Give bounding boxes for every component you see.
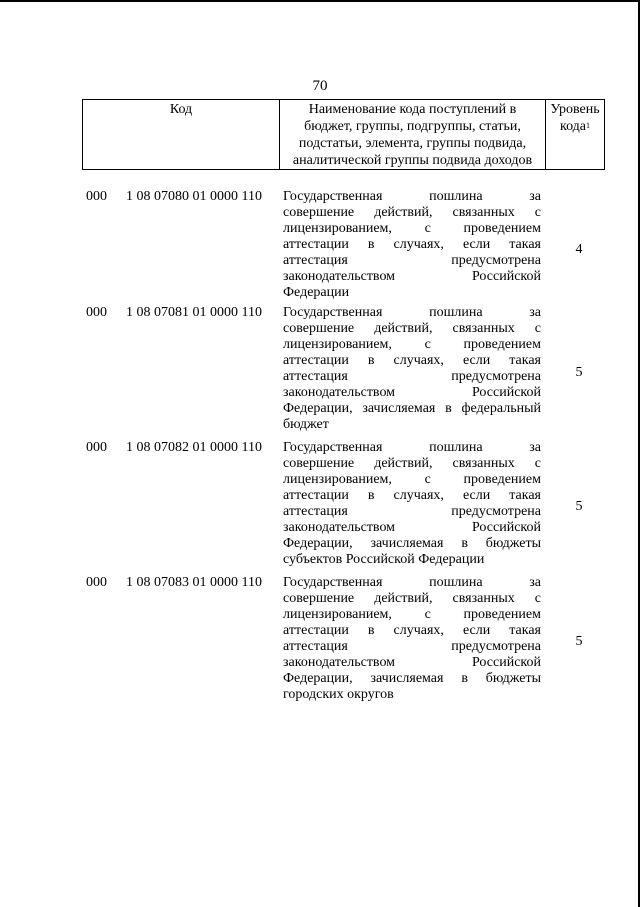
header-level-word: кода — [559, 119, 587, 134]
description-line: совершение действий, связанных с — [283, 205, 541, 220]
description-line: аттестация предусмотрена — [283, 369, 541, 384]
code-level: 4 — [575, 242, 583, 257]
description-line: лицензированием, с проведением — [283, 221, 541, 236]
description-line: аттестации в случаях, если такая — [283, 353, 541, 368]
description-line: Государственная пошлина за — [283, 189, 541, 204]
description-line: Государственная пошлина за — [283, 440, 541, 455]
description-line: Федерации — [283, 285, 350, 300]
description-line: законодательством Российской — [283, 655, 541, 670]
description-line: аттестации в случаях, если такая — [283, 488, 541, 503]
description-line: законодательством Российской — [283, 520, 541, 535]
admin-code: 000 — [86, 575, 107, 590]
admin-code: 000 — [86, 305, 107, 320]
description-line: Федерации, зачисляемая в бюджеты — [283, 536, 541, 551]
description-line: законодательством Российской — [283, 269, 541, 284]
code-level: 5 — [575, 499, 583, 514]
revenue-code: 1 08 07082 01 0000 110 — [126, 440, 262, 455]
header-level-line1: Уровень — [550, 102, 600, 117]
description-line: Государственная пошлина за — [283, 575, 541, 590]
description-line: Государственная пошлина за — [283, 305, 541, 320]
description-line: аттестация предусмотрена — [283, 253, 541, 268]
header-level — [546, 101, 604, 135]
code-level: 5 — [575, 634, 583, 649]
scan-edge-top — [0, 0, 640, 2]
description-line: аттестации в случаях, если такая — [283, 237, 541, 252]
header-top-rule — [82, 99, 605, 100]
admin-code: 000 — [86, 189, 107, 204]
revenue-code: 1 08 07080 01 0000 110 — [126, 189, 262, 204]
description-line: совершение действий, связанных с — [283, 591, 541, 606]
header-right-border — [604, 99, 605, 170]
header-name-line: аналитической группы подвида доходов — [292, 153, 533, 168]
description-line: Федерации, зачисляемая в федеральный — [283, 401, 541, 416]
description-line: законодательством Российской — [283, 385, 541, 400]
description-line: субъектов Российской Федерации — [283, 552, 485, 567]
description-line: аттестация предусмотрена — [283, 639, 541, 654]
revenue-description — [283, 305, 541, 433]
page-number: 70 — [312, 78, 328, 94]
description-line: Федерации, зачисляемая в бюджеты — [283, 671, 541, 686]
header-level-line2 — [546, 118, 604, 135]
admin-code: 000 — [86, 440, 107, 455]
description-line: лицензированием, с проведением — [283, 472, 541, 487]
header-name-line: Наименование кода поступлений в — [308, 102, 517, 117]
description-line: совершение действий, связанных с — [283, 321, 541, 336]
description-line: бюджет — [283, 417, 329, 432]
code-level: 5 — [575, 365, 583, 380]
description-line: совершение действий, связанных с — [283, 456, 541, 471]
header-code: Код — [169, 102, 193, 117]
revenue-code: 1 08 07083 01 0000 110 — [126, 575, 262, 590]
description-line: аттестация предусмотрена — [283, 504, 541, 519]
description-line: аттестации в случаях, если такая — [283, 623, 541, 638]
header-name-line: бюджет, группы, подгруппы, статьи, — [304, 119, 521, 134]
footnote-marker: 1 — [586, 121, 591, 130]
revenue-description — [283, 189, 541, 301]
revenue-code: 1 08 07081 01 0000 110 — [126, 305, 262, 320]
revenue-description — [283, 440, 541, 568]
revenue-description — [283, 575, 541, 703]
header-bottom-rule — [82, 169, 605, 170]
header-name — [280, 101, 545, 169]
description-line: лицензированием, с проведением — [283, 607, 541, 622]
header-name-line: подстатьи, элемента, группы подвида, — [298, 136, 527, 151]
description-line: лицензированием, с проведением — [283, 337, 541, 352]
description-line: городских округов — [283, 687, 394, 702]
